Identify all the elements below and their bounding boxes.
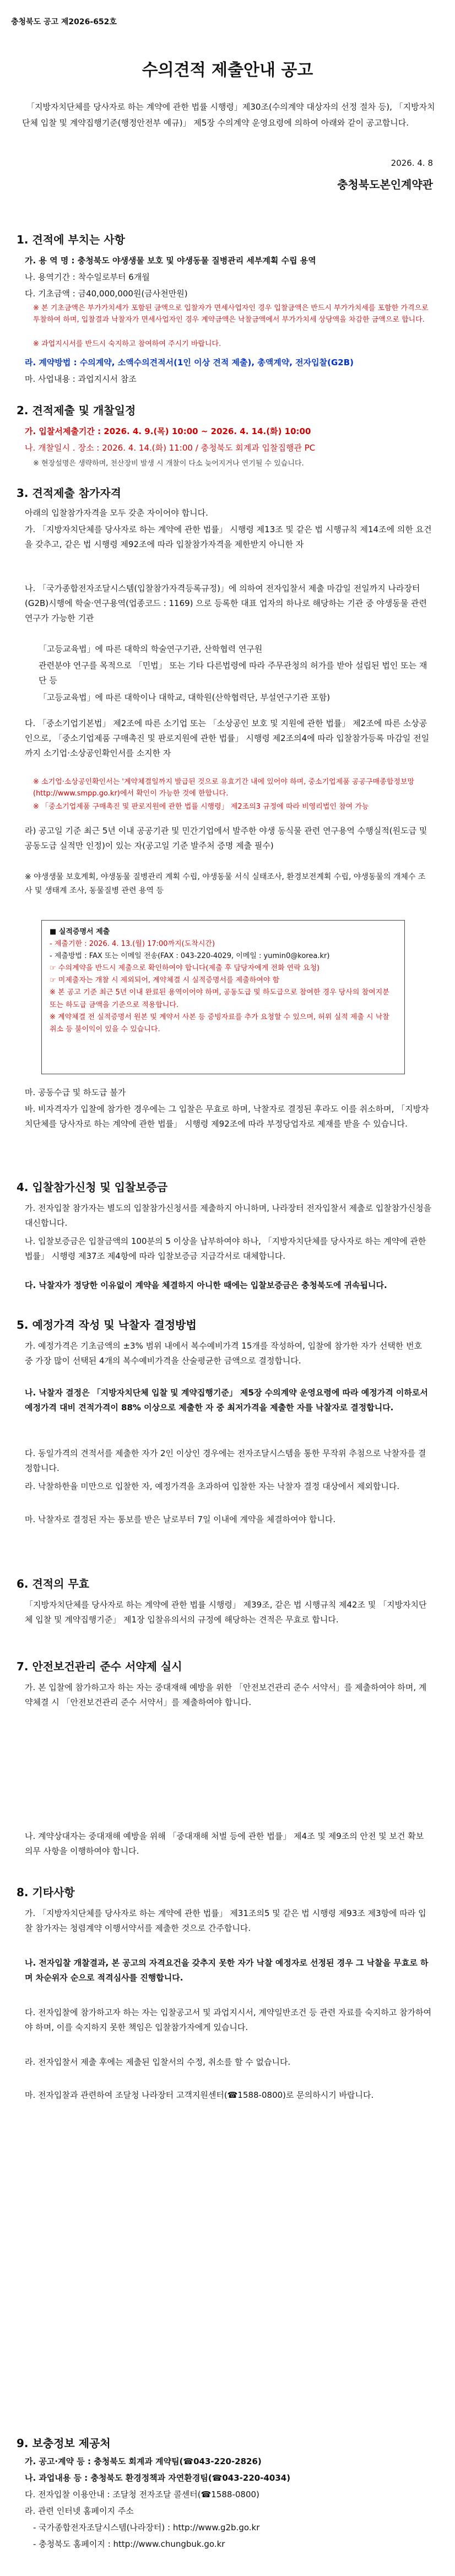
s4-item-na: 나. 입찰보증금은 입찰금액의 100분의 5 이상을 납부하여야 하나, 「지방자치단체를 당사자로 하는 계약에 관한 법률」 시행령 제37조 제4항에 따라 입찰보증금 지급각서로 대체합니다. bbox=[25, 1236, 426, 1261]
section-9-heading: 9. 보충정보 제공처 bbox=[17, 2437, 111, 2450]
s4-item-ga: 가. 전자입찰 참가자는 별도의 입찰참가신청서를 제출하지 아니하며, 나라장터 전자입찰서 제출로 입찰참가신청을 대신합니다. bbox=[25, 1203, 432, 1228]
s3-item-na-b: 관련분야 연구를 목적으로 「민법」 또는 기타 다른법령에 따라 주무관청의 허가를 받아 설립된 법인 또는 재단 등 bbox=[39, 661, 427, 685]
s7-item-na: 나. 계약상대자는 중대재해 예방을 위해 「중대재해 처벌 등에 관한 법률」 제4조 및 제9조의 안전 및 보건 확보 의무 사항을 이행하여야 합니다. bbox=[25, 1831, 424, 1856]
box-title: ■ 실적증명서 제출 bbox=[50, 928, 110, 936]
s3-note-1: ※ 소기업·소상공인확인서는 '계약체결일까지 발급된 것으로 유효기간 내에 있어야 하며, 중소기업제품 공공구매종합정보망(http://www.smpp.go.kr)에서 확인이 가능한 것에 한합니다. bbox=[33, 778, 414, 798]
s5-item-na bbox=[25, 1386, 432, 1415]
s4-item-da: 다. 낙찰자가 정당한 이유없이 계약을 체결하지 아니한 때에는 입찰보증금은 충청북도에 귀속됩니다. bbox=[25, 1280, 387, 1290]
s1-item-na: 나. 용역기간 : 착수일로부터 6개월 bbox=[25, 272, 150, 282]
s9-item-da: 다. 전자입찰 이용안내 : 조달청 전자조달 콜센터(☎1588-0800) bbox=[25, 2490, 259, 2499]
section-8-heading: 8. 기타사항 bbox=[17, 1886, 75, 1899]
s9-item-ra: 라. 관련 인터넷 홈페이지 주소 bbox=[25, 2506, 134, 2516]
s3-intro: 아래의 입찰참가자격을 모두 갖춘 자이어야 합니다. bbox=[25, 508, 208, 518]
section-1-heading: 1. 견적에 부치는 사항 bbox=[17, 233, 125, 246]
s8-item-ma: 마. 전자입찰과 관련하여 조달청 나라장터 고객지원센터(☎1588-0800)로 문의하시기 바랍니다. bbox=[25, 2090, 374, 2100]
s5-item-na-text: 나. 낙찰자 결정은 「지방자치단체 입찰 및 계약집행기준」 제5장 수의계약 운영요령에 따라 예정가격 이하로서 예정가격 대비 견적가격이 88% 이상으로 제출한 자 중 최저가격을 제출한 자를 낙찰자로 결정합니다. bbox=[25, 1388, 428, 1413]
s1-item-da: 다. 기초금액 : 금40,000,000원(금사천만원) bbox=[25, 289, 188, 299]
s5-item-ma: 마. 낙찰자로 결정된 자는 통보를 받은 날로부터 7일 이내에 계약을 체결하여야 합니다. bbox=[25, 1514, 336, 1524]
s3-item-ga: 가. 「지방자치단체를 당사자로 하는 계약에 관한 법률」 시행령 제13조 및 같은 법 시행규칙 제14조에 의한 요건을 갖추고, 같은 법 시행령 제92조에 따라 입찰참가자격을 제한받지 아니한 자 bbox=[25, 524, 432, 549]
s3-item-ra-note: ※ 야생생물 보호계획, 야생동물 질병관리 계획 수립, 야생동물 서식 실태조사, 환경보전계획 수립, 야생동물의 개체수 조사 및 생태계 조사, 동물질병 관련 용역 등 bbox=[25, 873, 426, 896]
s5-item-da: 다. 동일가격의 견적서를 제출한 자가 2인 이상인 경우에는 전자조달시스템을 통한 무작위 추첨으로 낙찰자를 결정합니다. bbox=[25, 1448, 426, 1473]
section-4-heading: 4. 입찰참가신청 및 입찰보증금 bbox=[17, 1181, 168, 1194]
box-confirm: ☞ 수의계약을 반드시 제출으로 확인하여야 합니다(제출 후 담당자에게 전화 연락 요청) bbox=[50, 964, 320, 973]
section-2-heading: 2. 견적제출 및 개찰일정 bbox=[17, 404, 136, 417]
s5-item-ga: 가. 예정가격은 기초금액의 ±3% 범위 내에서 복수예비가격 15개를 작성하여, 입찰에 참가한 자가 선택한 번호 중 가장 많이 선택된 4개의 복수예비가격을 산술평균한 금액으로 결정합니다. bbox=[25, 1341, 422, 1366]
record-submission-box bbox=[41, 920, 405, 1074]
s1-item-ga: 가. 용 역 명 : 충청북도 야생생물 보호 및 야생동물 질병관리 세부계획 수립 용역 bbox=[25, 256, 316, 266]
s9-link-chungbuk[interactable]: - 충청북도 홈페이지 : http://www.chungbuk.go.kr bbox=[33, 2539, 225, 2549]
s9-link-g2b[interactable]: - 국가종합전자조달시스템(나라장터) : http://www.g2b.go.kr bbox=[33, 2523, 260, 2532]
s6-body: 「지방자치단체를 당사자로 하는 계약에 관한 법률 시행령」 제39조, 같은 법 시행규칙 제42조 및 「지방자치단체 입찰 및 계약집행기준」 제1장 입찰유의서의 규정에 해당하는 견적은 무효로 합니다. bbox=[25, 1600, 427, 1625]
box-note-1: ※ 본 공고 기준 최근 5년 이내 완료된 용역이어야 하며, 공동도급 및 하도급으로 참여한 경우 당사의 참여지분 또는 하도급 금액을 기준으로 적용합니다. bbox=[50, 988, 389, 1009]
s3-item-na-c: 「고등교육법」에 따른 대학이나 대학교, 대학원(산학협력단, 부설연구기관 포함) bbox=[39, 692, 331, 702]
s8-item-da: 다. 전자입찰에 참가하고자 하는 자는 입찰공고서 및 과업지시서, 계약일반조건 등 관련 자료를 숙지하고 참가하여야 하며, 이를 숙지하지 못한 책임은 입찰참가자에게 있습니다. bbox=[25, 2007, 432, 2032]
s1-item-ma: 마. 사업내용 : 과업지시서 참조 bbox=[25, 374, 137, 384]
s8-item-ra: 라. 전자입찰서 제출 후에는 제출된 입찰서의 수정, 취소를 할 수 없습니다. bbox=[25, 2057, 291, 2067]
gonggo-number: 충청북도 공고 제2026-652호 bbox=[11, 18, 117, 26]
s3-note-2: ※ 「중소기업제품 구매촉진 및 판로지원에 관한 법률 시행령」 제2조의3 규정에 따라 비영리법인 참여 가능 bbox=[33, 803, 369, 811]
s8-item-na: 나. 전자입찰 개찰결과, 본 공고의 자격요건을 갖추지 못한 자가 낙찰 예정자로 선정된 경우 그 낙찰을 무효로 하며 차순위자 순으로 적격심사를 진행합니다. bbox=[25, 1958, 429, 1983]
s1-note-task: ※ 과업지시서를 반드시 숙지하고 참여하여 주시기 바랍니다. bbox=[33, 340, 221, 348]
s3-item-na-a: 「고등교육법」에 따른 대학의 학술연구기관, 산학협력 연구원 bbox=[39, 644, 263, 654]
s2-item-na-text: 나. 개찰일시 ․ 장소 : 2026. 4. 14.(화) 11:00 / 충청북도 회계과 입찰집행관 PC bbox=[25, 443, 316, 453]
section-3-heading: 3. 견적제출 참가자격 bbox=[17, 486, 121, 500]
box-missing: ☞ 미제출자는 개찰 시 제외되어, 계약체결 시 실적증명서를 제출하여야 함 bbox=[50, 976, 280, 985]
section-6-heading: 6. 견적의 무효 bbox=[17, 1577, 90, 1590]
s2-item-na bbox=[25, 441, 432, 456]
s5-item-ra: 라. 낙찰하한율 미만으로 입찰한 자, 예정가격을 초과하여 입찰한 자는 낙찰자 결정 대상에서 제외합니다. bbox=[25, 1481, 400, 1491]
s1-item-ra: 라. 계약방법 : 수의계약, 소액수의견적서(1인 이상 견적 제출), 총액계약, 전자입찰(G2B) bbox=[25, 358, 354, 367]
notice-date: 2026. 4. 8 bbox=[391, 158, 433, 168]
s8-item-ga: 가. 「지방자치단체를 당사자로 하는 계약에 관한 법률」 제31조의5 및 같은 법 시행령 제93조 제3항에 따라 입찰 참가자는 청렴계약 이행서약서를 제출한 것으로 간주합니다. bbox=[25, 1908, 426, 1933]
s3-item-ra: 라) 공고일 기준 최근 5년 이내 공공기관 및 민간기업에서 발주한 야생 동식물 관련 연구용역 수행실적(원도급 및 공동도급 실적만 인정)이 있는 자(공고일 기준 발주처 증명 제출 필수) bbox=[25, 826, 427, 851]
s2-note: ※ 현장설명은 생략하며, 천산장비 발생 시 개찰이 다소 늦어지거나 연기될 수 있습니다. bbox=[33, 459, 304, 468]
issuing-org: 충청북도본인계약관 bbox=[337, 178, 433, 191]
s3-item-na: 나. 「국가종합전자조달시스템(입찰참가자격등록규정)」에 의하여 전자입찰서 제출 마감일 전일까지 나라장터(G2B)시행에 학술·연구용역(업종코드 : 1169) 으로 등록한 대표 업자의 하나로 해당하는 기관 중 야생동물 관련 연구가 가능한 기관 bbox=[25, 583, 427, 623]
s3-item-da: 다. 「중소기업기본법」 제2조에 따른 소기업 또는 「소상공인 보호 및 지원에 관한 법률」 제2조에 따른 소상공인으로, 「중소기업제품 구매촉진 및 판로지원에 관한 법률」 시행령 제2조의4에 따라 입찰참가등록 마감일 전일까지 소기업·소상공인확인서를 소지한 자 bbox=[25, 718, 430, 758]
s1-note-vat: ※ 본 기초금액은 부가가치세가 포함된 금액으로 입찰자가 면세사업자인 경우 입찰금액은 반드시 부가가치세를 포함한 가격으로 투찰하여 하며, 입찰결과 낙찰자가 면세사업자인 경우 계약금액은 낙찰금액에서 부가가치세 상당액을 차감한 금액으로 합니다. bbox=[33, 304, 429, 324]
box-method: - 제출방법 : FAX 또는 이메일 전송(FAX : 043-220-4029, 이메일 : yumin0@korea.kr) bbox=[50, 952, 330, 961]
lead-paragraph: 「지방자치단체를 당사자로 하는 계약에 관한 법률 시행령」제30조(수의계약 대상자의 선정 절차 등), 「지방자치단체 입찰 및 계약집행기준(행정안전부 예규)」 제5장 수의계약 운영요령에 의하여 아래와 같이 공고합니다. bbox=[22, 102, 435, 128]
s3-item-ma: 마. 공동수급 및 하도급 불가 bbox=[25, 1087, 126, 1097]
s9-item-na: 나. 과업내용 등 : 충청북도 환경정책과 자연환경팀(☎043-220-4034) bbox=[25, 2473, 291, 2483]
page-title: 수의견적 제출안내 공고 bbox=[142, 61, 313, 80]
s7-item-ga: 가. 본 입찰에 참가하고자 하는 자는 중대재해 예방을 위한 「안전보건관리 준수 서약서」를 제출하여야 하며, 계약체결 시 「안전보건관리 준수 서약서」를 제출하여야 합니다. bbox=[25, 1682, 427, 1707]
s2-item-ga: 가. 입찰서제출기간 : 2026. 4. 9.(목) 10:00 ~ 2026. 4. 14.(화) 10:00 bbox=[25, 426, 311, 436]
section-5-heading: 5. 예정가격 작성 및 낙찰자 결정방법 bbox=[17, 1318, 197, 1332]
box-note-2: ※ 계약체결 전 실적증명서 원본 및 계약서 사본 등 증빙자료를 추가 요청할 수 있으며, 허위 실적 제출 시 낙찰 취소 등 불이익이 있을 수 있습니다. bbox=[50, 1013, 389, 1033]
s9-item-ga: 가. 공고·계약 등 : 충청북도 회계과 계약팀(☎043-220-2826) bbox=[25, 2456, 262, 2466]
box-deadline: - 제출기한 : 2026. 4. 13.(월) 17:00까지(도착시간) bbox=[50, 940, 215, 949]
section-7-heading: 7. 안전보건관리 준수 서약제 실시 bbox=[17, 1660, 182, 1673]
s3-item-ba: 바. 비자격자가 입찰에 참가한 경우에는 그 입찰은 무효로 하며, 낙찰자로 결정된 후라도 이를 취소하며, 「지방자치단체를 당사자로 하는 계약에 관한 법률」 시행령 제92조에 따라 부정당업자로 제재를 받을 수 있습니다. bbox=[25, 1104, 429, 1129]
